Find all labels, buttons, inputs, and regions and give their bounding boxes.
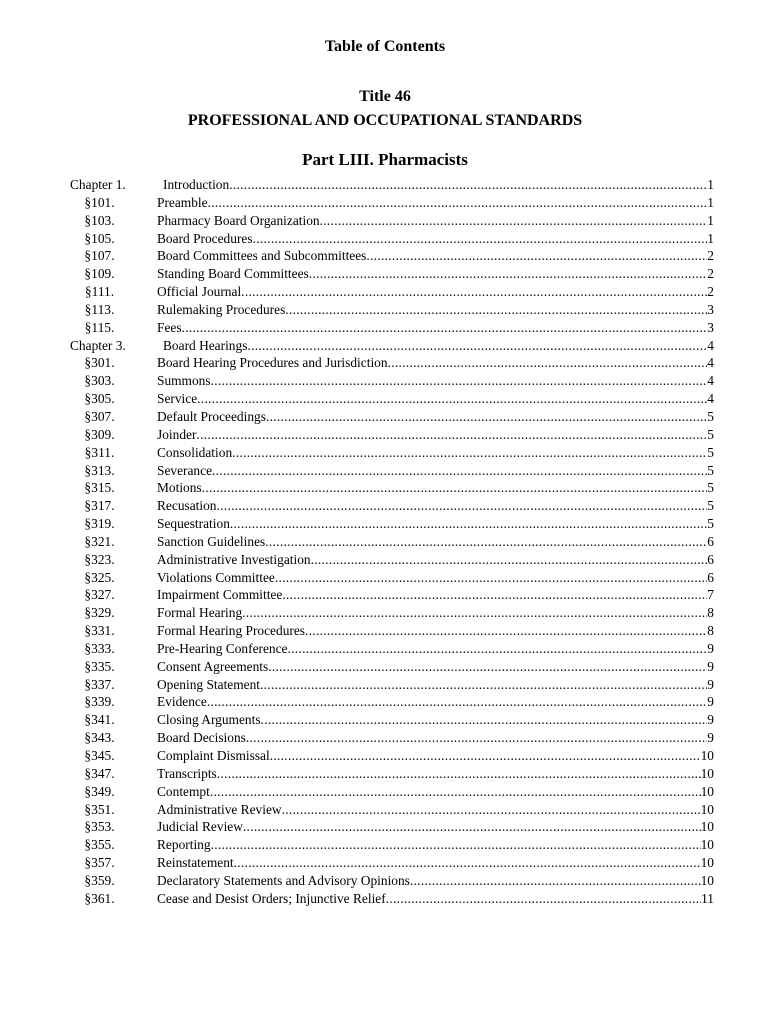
entry-number: §345. [84, 748, 115, 763]
entry-page-number: 1 [707, 194, 714, 210]
entry-title: Transcripts [157, 765, 217, 781]
entry-page-number: 10 [700, 819, 714, 835]
dot-leader [243, 818, 701, 836]
entry-number: §109. [84, 266, 115, 282]
entry-number: §347. [84, 765, 115, 781]
dot-leader [207, 693, 707, 711]
toc-section-row[interactable] [0, 265, 770, 283]
dot-leader [260, 676, 707, 694]
entry-title-line [157, 729, 714, 747]
entry-page-number: 10 [700, 783, 714, 799]
entry-number: §341. [84, 712, 115, 728]
toc-section-row[interactable] [0, 462, 770, 480]
entry-page-number: 10 [700, 748, 714, 763]
dot-leader [202, 479, 708, 497]
entry-title: Recusation [157, 498, 217, 514]
entry-page-number: 2 [707, 284, 714, 300]
entry-page-number: 4 [707, 391, 714, 407]
entry-page-number: 10 [700, 855, 714, 871]
entry-number: §325. [84, 569, 115, 585]
entry-title-line [157, 711, 714, 729]
dot-leader [282, 586, 707, 604]
entry-number: §339. [84, 694, 115, 710]
entry-title: Sequestration [157, 516, 230, 532]
entry-title-line [157, 604, 714, 622]
toc-section-row[interactable] [0, 640, 770, 658]
entry-title: Default Proceedings [157, 408, 266, 424]
entry-title-line [157, 283, 714, 301]
entry-title-line [157, 390, 714, 408]
entry-page-number: 9 [707, 712, 714, 728]
entry-number: §315. [84, 480, 115, 496]
toc-chapter-row[interactable] [0, 176, 770, 194]
toc-section-row[interactable] [0, 390, 770, 408]
entry-page-number: 5 [707, 498, 714, 514]
entry-page-number: 4 [707, 355, 714, 371]
entry-title-line [157, 765, 714, 783]
entry-title: Board Decisions [157, 730, 246, 746]
entry-page-number: 6 [707, 533, 714, 549]
dot-leader [182, 319, 708, 337]
dot-leader [270, 747, 701, 765]
entry-number: §303. [84, 373, 115, 389]
toc-section-row[interactable] [0, 533, 770, 551]
entry-title-line [157, 408, 714, 426]
dot-leader [266, 408, 707, 426]
entry-title-line [157, 569, 714, 587]
entry-page-number: 3 [707, 301, 714, 317]
entry-number: §333. [84, 640, 115, 656]
entry-title-line [157, 693, 714, 711]
dot-leader [217, 765, 701, 783]
dot-leader [268, 658, 707, 676]
entry-page-number: 7 [707, 587, 714, 603]
entry-title: Preamble [157, 194, 208, 210]
dot-leader [211, 372, 708, 390]
entry-page-number: 1 [707, 212, 714, 228]
entry-title: Impairment Committee [157, 587, 283, 603]
entry-title-line [157, 586, 714, 604]
toc-chapter-row[interactable] [0, 337, 770, 355]
entry-title: Administrative Review [157, 801, 282, 817]
entry-number: §335. [84, 658, 115, 674]
entry-number: §301. [84, 355, 115, 371]
entry-title-line [157, 640, 714, 658]
entry-number: §307. [84, 408, 115, 424]
dot-leader [305, 622, 707, 640]
entry-title: Evidence [157, 694, 207, 710]
entry-title: Standing Board Committees [157, 266, 309, 282]
entry-title: Rulemaking Procedures [157, 301, 286, 317]
entry-title: Reinstatement [157, 855, 234, 871]
entry-number: §311. [84, 444, 115, 460]
toc-section-row[interactable] [0, 747, 770, 765]
dot-leader [282, 801, 701, 819]
entry-number: §361. [84, 890, 115, 906]
dot-leader [247, 337, 707, 355]
entry-page-number: 10 [700, 801, 714, 817]
toc-section-row[interactable] [0, 658, 770, 676]
entry-title-line [157, 747, 714, 765]
entry-title: Introduction [163, 177, 230, 192]
entry-title-line [157, 462, 714, 480]
entry-title: Closing Arguments [157, 712, 261, 728]
dot-leader [410, 872, 701, 890]
entry-title-line [157, 658, 714, 676]
entry-number: §349. [84, 783, 115, 799]
entry-number: §331. [84, 623, 115, 639]
entry-title: Pharmacy Board Organization [157, 212, 320, 228]
toc-section-row[interactable] [0, 301, 770, 319]
entry-title: Severance [157, 462, 213, 478]
entry-number: §107. [84, 248, 115, 264]
toc-section-row[interactable] [0, 497, 770, 515]
toc-section-row[interactable] [0, 479, 770, 497]
entry-page-number: 9 [707, 694, 714, 710]
entry-number: §323. [84, 551, 115, 567]
entry-title: Service [157, 391, 198, 407]
entry-page-number: 2 [707, 248, 714, 264]
entry-number: §337. [84, 676, 115, 692]
dot-leader [246, 729, 707, 747]
entry-title: Motions [157, 480, 202, 496]
entry-title-line [157, 194, 714, 212]
entry-page-number: 5 [707, 480, 714, 496]
entry-title-line [157, 854, 714, 872]
toc-list [0, 176, 770, 908]
entry-number: §313. [84, 462, 115, 478]
dot-leader [388, 354, 708, 372]
entry-title: Cease and Desist Orders; Injunctive Relief [157, 890, 386, 906]
entry-number: §351. [84, 801, 115, 817]
dot-leader [211, 836, 701, 854]
toc-section-row[interactable] [0, 515, 770, 533]
dot-leader [366, 247, 707, 265]
toc-section-row[interactable] [0, 818, 770, 836]
toc-section-row[interactable] [0, 283, 770, 301]
entry-number: §113. [84, 301, 115, 317]
entry-title: Declaratory Statements and Advisory Opinions [157, 872, 410, 888]
title-number: Title 46 [359, 88, 411, 105]
entry-title: Formal Hearing [157, 605, 243, 621]
entry-number: §357. [84, 855, 115, 871]
entry-title-line [157, 247, 714, 265]
dot-leader [230, 515, 707, 533]
entry-title: Complaint Dismissal [157, 748, 270, 763]
entry-page-number: 4 [707, 373, 714, 389]
entry-title-line [157, 426, 714, 444]
title-name: PROFESSIONAL AND OCCUPATIONAL STANDARDS [187, 112, 583, 129]
entry-page-number: 9 [707, 730, 714, 746]
entry-number: §355. [84, 837, 115, 853]
entry-page-number: 6 [707, 569, 714, 585]
entry-title-line [157, 551, 714, 569]
entry-number: §115. [84, 319, 115, 335]
entry-page-number: 5 [707, 444, 714, 460]
entry-title-line [157, 533, 714, 551]
entry-title-line [157, 801, 714, 819]
dot-leader [253, 230, 708, 248]
dot-leader [241, 283, 707, 301]
toc-section-row[interactable] [0, 676, 770, 694]
dot-leader [285, 301, 707, 319]
dot-leader [229, 176, 707, 194]
entry-page-number: 10 [700, 837, 714, 853]
dot-leader [232, 444, 707, 462]
toc-section-row[interactable] [0, 604, 770, 622]
entry-title-line [157, 354, 714, 372]
toc-section-row[interactable] [0, 872, 770, 890]
entry-title: Pre-Hearing Conference [157, 640, 288, 656]
entry-title-line [157, 872, 714, 890]
toc-section-row[interactable] [0, 890, 770, 908]
toc-section-row[interactable] [0, 729, 770, 747]
entry-number: Chapter 3. [70, 337, 126, 353]
toc-section-row[interactable] [0, 444, 770, 462]
entry-page-number: 8 [707, 605, 714, 621]
entry-number: §327. [84, 587, 115, 603]
toc-section-row[interactable] [0, 408, 770, 426]
entry-page-number: 5 [707, 408, 714, 424]
dot-leader [309, 265, 708, 283]
dot-leader [288, 640, 708, 658]
entry-page-number: 2 [707, 266, 714, 282]
entry-page-number: 3 [707, 319, 714, 335]
entry-title-line [157, 265, 714, 283]
toc-section-row[interactable] [0, 230, 770, 248]
toc-section-row[interactable] [0, 319, 770, 337]
toc-section-row[interactable] [0, 194, 770, 212]
entry-number: §343. [84, 730, 115, 746]
entry-title: Board Hearing Procedures and Jurisdiction [157, 355, 388, 371]
entry-title: Formal Hearing Procedures [157, 623, 305, 639]
entry-title: Opening Statement [157, 676, 261, 692]
entry-title-line [157, 301, 714, 319]
entry-title-line [163, 176, 714, 194]
entry-title-line [157, 497, 714, 515]
entry-page-number: 5 [707, 516, 714, 532]
entry-page-number: 6 [707, 551, 714, 567]
entry-title-line [157, 818, 714, 836]
entry-page-number: 1 [707, 177, 714, 192]
toc-section-row[interactable] [0, 426, 770, 444]
toc-section-row[interactable] [0, 783, 770, 801]
dot-leader [242, 604, 707, 622]
toc-section-row[interactable] [0, 801, 770, 819]
entry-title: Joinder [157, 426, 197, 442]
toc-section-row[interactable] [0, 212, 770, 230]
entry-page-number: 9 [707, 640, 714, 656]
entry-title: Violations Committee [157, 569, 275, 585]
dot-leader [196, 426, 707, 444]
entry-title-line [157, 836, 714, 854]
entry-number: §105. [84, 230, 115, 246]
entry-number: §321. [84, 533, 115, 549]
toc-section-row[interactable] [0, 622, 770, 640]
part-heading: Part LIII. Pharmacists [302, 150, 468, 169]
entry-title-line [157, 515, 714, 533]
entry-page-number: 9 [707, 676, 714, 692]
entry-title: Consolidation [157, 444, 233, 460]
entry-number: §103. [84, 212, 115, 228]
entry-number: §329. [84, 605, 115, 621]
toc-section-row[interactable] [0, 569, 770, 587]
entry-title-line [157, 676, 714, 694]
dot-leader [217, 497, 708, 515]
entry-title-line [157, 319, 714, 337]
entry-number: §309. [84, 426, 115, 442]
entry-title-line [157, 890, 714, 908]
toc-section-row[interactable] [0, 693, 770, 711]
dot-leader [320, 212, 708, 230]
entry-page-number: 1 [707, 230, 714, 246]
entry-title-line [157, 230, 714, 248]
toc-section-row[interactable] [0, 551, 770, 569]
dot-leader [208, 194, 708, 212]
entry-number: §305. [84, 391, 115, 407]
dot-leader [210, 783, 701, 801]
dot-leader [234, 854, 701, 872]
entry-number: §319. [84, 516, 115, 532]
dot-leader [265, 533, 707, 551]
entry-title-line [157, 622, 714, 640]
entry-title: Summons [157, 373, 211, 389]
entry-title: Administrative Investigation [157, 551, 311, 567]
entry-page-number: 10 [700, 872, 714, 888]
entry-page-number: 5 [707, 462, 714, 478]
toc-section-row[interactable] [0, 836, 770, 854]
toc-section-row[interactable] [0, 247, 770, 265]
entry-title-line [157, 479, 714, 497]
dot-leader [197, 390, 707, 408]
entry-page-number: 5 [707, 426, 714, 442]
dot-leader [386, 890, 701, 908]
entry-page-number: 10 [700, 765, 714, 781]
toc-heading: Table of Contents [324, 38, 446, 55]
dot-leader [212, 462, 707, 480]
entry-title: Consent Agreements [157, 658, 269, 674]
entry-title: Reporting [157, 837, 211, 853]
entry-title-line [157, 372, 714, 390]
dot-leader [261, 711, 708, 729]
entry-title-line [157, 783, 714, 801]
toc-section-row[interactable] [0, 586, 770, 604]
toc-section-row[interactable] [0, 854, 770, 872]
entry-number: §111. [84, 284, 115, 300]
entry-title: Judicial Review [157, 819, 243, 835]
entry-title: Sanction Guidelines [157, 533, 266, 549]
entry-title: Fees [157, 319, 182, 335]
entry-title-line [157, 444, 714, 462]
entry-page-number: 4 [707, 337, 714, 353]
toc-section-row[interactable] [0, 354, 770, 372]
toc-section-row[interactable] [0, 372, 770, 390]
entry-title-line [163, 337, 714, 355]
entry-page-number: 11 [701, 890, 714, 906]
entry-page-number: 9 [707, 658, 714, 674]
toc-section-row[interactable] [0, 765, 770, 783]
entry-number: Chapter 1. [70, 177, 126, 192]
entry-title: Board Procedures [157, 230, 253, 246]
entry-title: Contempt [157, 783, 210, 799]
toc-section-row[interactable] [0, 711, 770, 729]
entry-title: Board Committees and Subcommittees [157, 248, 367, 264]
entry-title: Official Journal [157, 284, 242, 300]
entry-number: §317. [84, 498, 115, 514]
dot-leader [311, 551, 708, 569]
entry-number: §359. [84, 872, 115, 888]
entry-page-number: 8 [707, 623, 714, 639]
entry-number: §101. [84, 194, 115, 210]
entry-title: Board Hearings [163, 337, 248, 353]
entry-number: §353. [84, 819, 115, 835]
dot-leader [275, 569, 707, 587]
entry-title-line [157, 212, 714, 230]
